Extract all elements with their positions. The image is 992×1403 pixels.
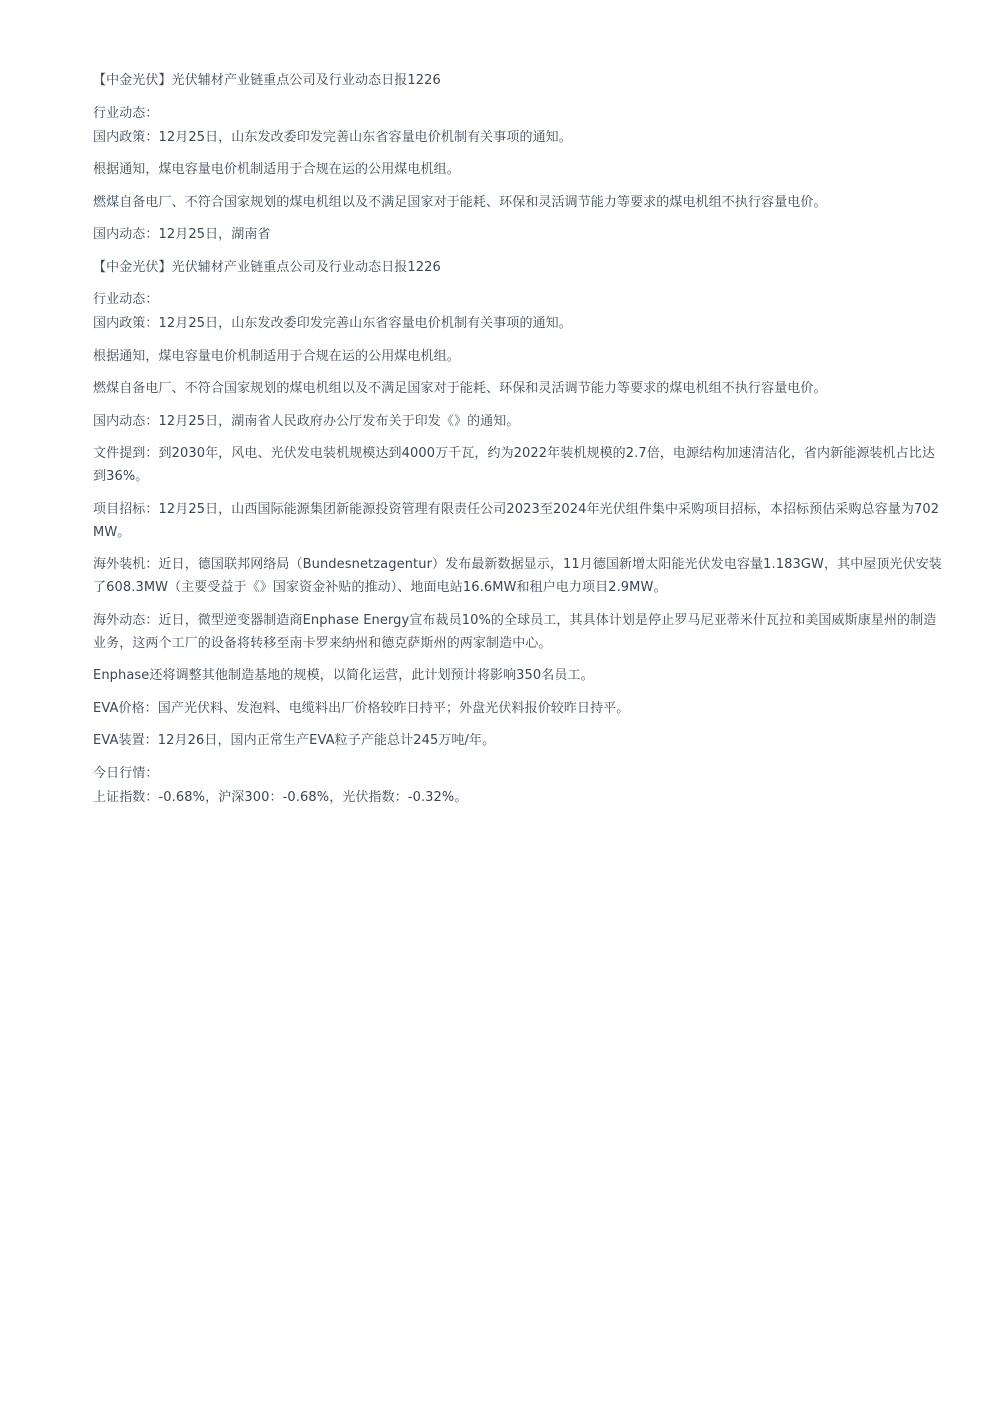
paragraph-enphase: Enphase还将调整其他制造基地的规模，以简化运营，此计划预计将影响350名员工。 (93, 668, 594, 683)
paragraph-overseas-installation: 海外装机：近日，德国联邦网络局（Bundesnetzagentur）发布最新数据显示，11月德国新增太阳能光伏发电容量1.183GW，其中屋顶光伏安装了608.3MW（主要受益于《》国家资金补贴的推动）、地面电站16.6MW和租户电力项目2.9MW。 (93, 557, 942, 595)
paragraph-market-indices: 上证指数：-0.68%，沪深300：-0.68%，光伏指数：-0.32%。 (93, 789, 468, 805)
paragraph-eva-capacity: EVA装置：12月26日，国内正常生产EVA粒子产能总计245万吨/年。 (93, 733, 496, 748)
document-body (93, 69, 945, 818)
paragraph-project-tender: 项目招标：12月25日，山西国际能源集团新能源投资管理有限责任公司2023至2024年光伏组件集中采购项目招标，本招标预估采购总容量为702MW。 (93, 501, 940, 540)
paragraph-domestic-policy-repeat: 国内政策：12月25日，山东发改委印发完善山东省容量电价机制有关事项的通知。 (93, 316, 572, 331)
report-title: 【中金光伏】光伏辅材产业链重点公司及行业动态日报1226 (93, 73, 441, 88)
paragraph-eva-price: EVA价格：国产光伏料、发泡料、电缆料出厂价格较昨日持平；外盘光伏料报价较昨日持平。 (93, 700, 630, 716)
section-heading-market: 今日行情： (93, 765, 159, 781)
paragraph-overseas-news: 海外动态：近日，微型逆变器制造商Enphase Energy宣布裁员10%的全球员工，其具体计划是停止罗马尼亚蒂米什瓦拉和美国威斯康星州的制造业务，这两个工厂的设备将转移至南卡罗来纳州和德克萨斯州的两家制造中心。 (93, 612, 937, 651)
paragraph-domestic-news: 国内动态：12月25日，湖南省人民政府办公厅发布关于印发《》的通知。 (93, 413, 520, 429)
paragraph-notice-repeat: 根据通知，煤电容量电价机制适用于合规在运的公用煤电机组。 (93, 348, 460, 364)
paragraph-document-target: 文件提到：到2030年，风电、光伏发电装机规模达到4000万千瓦，约为2022年装机规模的2.7倍，电源结构加速清洁化，省内新能源装机占比达到36%。 (93, 446, 935, 484)
report-title-repeat: 【中金光伏】光伏辅材产业链重点公司及行业动态日报1226 (93, 259, 441, 275)
paragraph-domestic-policy: 国内政策：12月25日，山东发改委印发完善山东省容量电价机制有关事项的通知。 (93, 129, 572, 145)
section-heading-industry-repeat: 行业动态： (93, 292, 159, 307)
paragraph-domestic-news-partial: 国内动态：12月25日，湖南省 (93, 227, 271, 242)
paragraph-exclusion: 燃煤自备电厂、不符合国家规划的煤电机组以及不满足国家对于能耗、环保和灵活调节能力等要求的煤电机组不执行容量电价。 (93, 194, 827, 210)
paragraph-notice: 根据通知，煤电容量电价机制适用于合规在运的公用煤电机组。 (93, 162, 460, 177)
paragraph-exclusion-repeat: 燃煤自备电厂、不符合国家规划的煤电机组以及不满足国家对于能耗、环保和灵活调节能力等要求的煤电机组不执行容量电价。 (93, 381, 827, 396)
section-heading-industry: 行业动态： (93, 105, 159, 121)
